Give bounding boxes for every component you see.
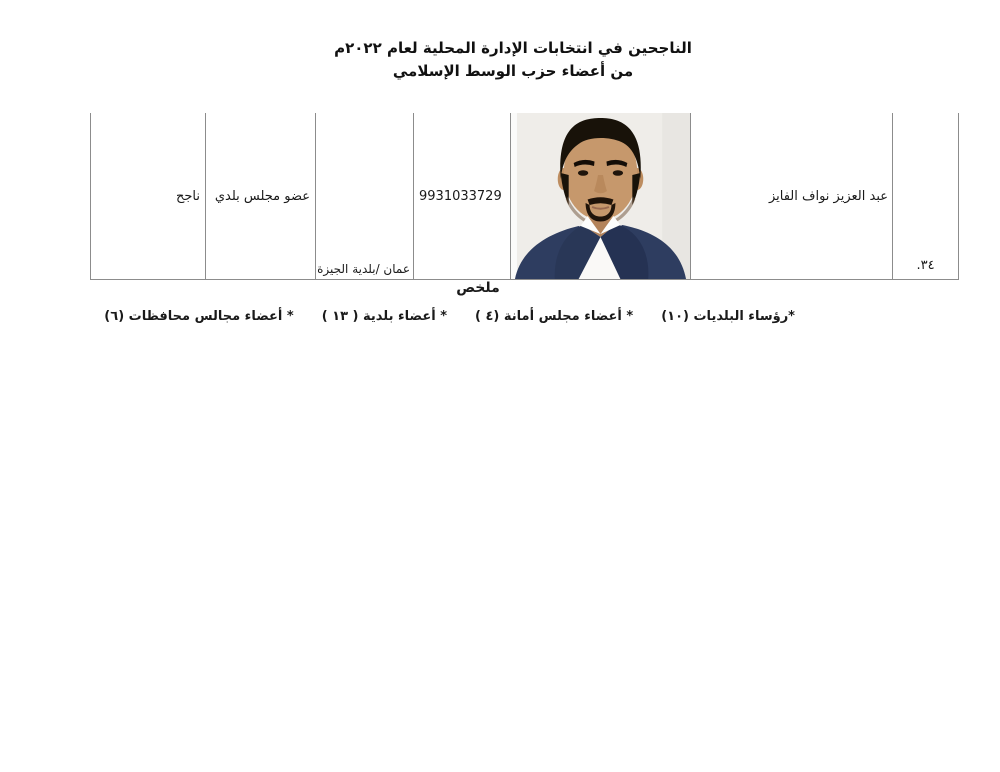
position: عضو مجلس بلدي	[214, 188, 310, 204]
municipality-cell	[315, 113, 413, 279]
summary-item-mayors: *رؤساء البلديات (١٠)	[661, 309, 795, 324]
page-title-line2: من أعضاء حزب الوسط الإسلامي	[392, 62, 634, 80]
summary-heading: ملخص	[456, 280, 500, 296]
national-number: 9931033729	[419, 188, 502, 204]
serial-number: ٣٤.	[916, 258, 935, 273]
position-cell	[205, 113, 315, 279]
page-title-line1: الناجحين في انتخابات الإدارة المحلية لعام ٢٠٢٢م	[334, 39, 692, 57]
summary-row	[104, 309, 795, 324]
name-cell	[690, 113, 892, 279]
national-number-cell	[413, 113, 510, 279]
result-status: ناجح	[175, 188, 200, 204]
results-table	[90, 113, 959, 280]
result-cell	[90, 113, 205, 279]
candidate-photo	[511, 113, 690, 279]
photo-cell	[510, 113, 690, 279]
candidate-name: عبد العزيز نواف الفايز	[768, 188, 888, 204]
summary-item-amana-council-members: * أعضاء مجلس أمانة (٤ )	[475, 309, 634, 324]
municipality: عمان /بلدية الجيزة	[317, 262, 410, 276]
serial-cell	[892, 113, 959, 279]
page-title	[26, 37, 1000, 83]
summary-item-municipal-members: * أعضاء بلدية ( ١٣ )	[321, 309, 448, 324]
summary-item-governorate-council-members: * أعضاء مجالس محافظات (٦)	[104, 309, 294, 324]
